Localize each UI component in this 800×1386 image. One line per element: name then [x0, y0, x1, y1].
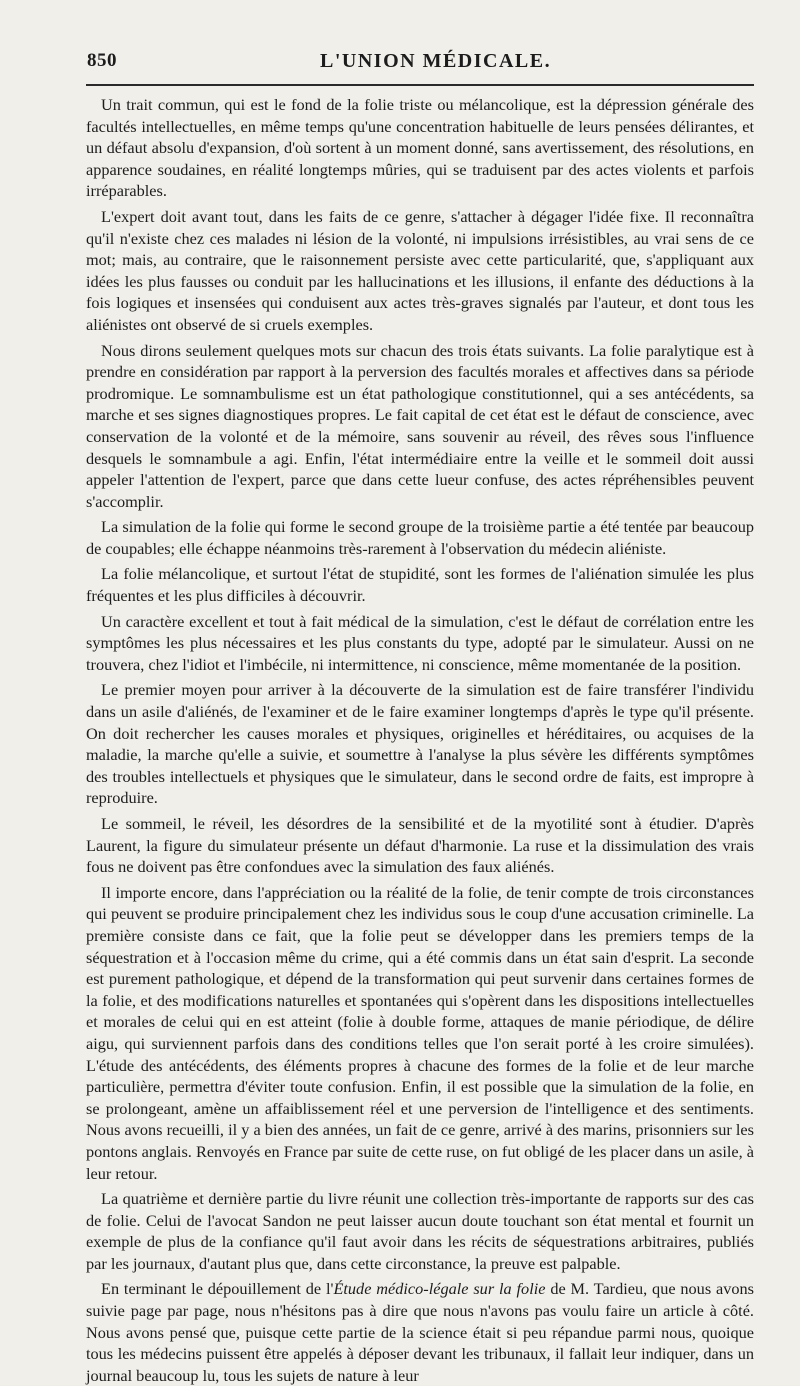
paragraph: La quatrième et dernière partie du livre réunit une collection très-importante de rapports sur des cas de folie. Celui de l'avocat Sandon ne peut laisser aucun doute touchant son état mental et fournit un exemple de plus de la confiance qu'il faut avoir dans les récits de séquestrations arbitraires, publiés par les journaux, d'autant plus que, dans cette circonstance, la preuve est palpable. [86, 1189, 754, 1273]
page-number: 850 [87, 50, 117, 71]
article-body [86, 94, 754, 1386]
paragraph: Un caractère excellent et tout à fait médical de la simulation, c'est le défaut de corrélation entre les symptômes les plus nécessaires et les plus constants du type, adopté par le simulateur. Aussi on ne trouvera, chez l'idiot et l'imbécile, ni intermittence, ni conscience, même momentanée de la position. [86, 611, 754, 674]
paragraph: La folie mélancolique, et surtout l'état de stupidité, sont les formes de l'aliénation simulée les plus fréquentes et les plus difficiles à découvrir. [86, 564, 754, 606]
paragraph: Le premier moyen pour arriver à la découverte de la simulation est de faire transférer l'individu dans un asile d'aliénés, de l'examiner et de le faire examiner longtemps d'après le type qu'il présente. On doit rechercher les causes morales et physiques, originelles et héréditaires, ou acquises de la maladie, la marche qu'elle a suivie, et soumettre à l'analyse la plus sévère les différents symptômes des troubles intellectuels et physiques que le simulateur, dans le second ordre de faits, est impropre à reproduire. [86, 680, 754, 808]
paragraph: L'expert doit avant tout, dans les faits de ce genre, s'attacher à dégager l'idée fixe. Il reconnaîtra qu'il n'existe chez ces malades ni lésion de la volonté, ni impulsions irrésistibles, au vrai sens de ce mot; mais, au contraire, que le raisonnement persiste avec cette particularité, que, s'appliquant aux idées les plus fausses ou conduit par les hallucinations et les illusions, il enfante des déductions à la fois logiques et insensées qui conduisent aux actes très-graves signalés par l'auteur, et dont tous les aliénistes ont observé de si cruels exemples. [86, 206, 754, 334]
paragraph: La simulation de la folie qui forme le second groupe de la troisième partie a été tentée par beaucoup de coupables; elle échappe néanmoins très-rarement à l'observation du médecin aliéniste. [86, 517, 754, 558]
paragraph: Nous dirons seulement quelques mots sur chacun des trois états suivants. La folie paralytique est à prendre en considération par rapport à la perversion des facultés morales et affectives dans sa période prodromique. Le somnambulisme est un état pathologique constitutionnel, qui a ses antécédents, sa marche et ses signes diagnostiques propres. Le fait capital de cet état est le défaut de conscience, avec conservation de la volonté et de la mémoire, sans souvenir au réveil, des rêves sous l'influence desquels le somnambule a agi. Enfin, l'état intermédiaire entre la veille et le sommeil doit aussi appeler l'attention de l'expert, parce que dans cette lueur confuse, des actes répréhensibles peuvent s'accomplir. [86, 340, 754, 511]
paragraph: Un trait commun, qui est le fond de la folie triste ou mélancolique, est la dépression générale des facultés intellectuelles, en même temps qu'une concentration habituelle de leurs pensées délirantes, et un défaut absolu d'expansion, d'où sortent à un moment donné, sans avertissement, des résolutions, en apparence soudaines, en réalité longtemps mûries, qui se traduisent par des actes violents et parfois irréparables. [86, 95, 754, 201]
paragraph-last [86, 1278, 754, 1386]
text-segment: En terminant le dépouillement de l' [101, 1279, 334, 1299]
journal-title: L'UNION MÉDICALE. [320, 50, 552, 72]
text-segment: de M. Tardieu, que nous avons suivie page par page, nous n'hésitons pas à dire que nous n'avons pas voulu faire un article à côté. Nous avons pensé que, puisque cette partie de la science était si peu répandue parmi nous, quoique tous les médecins puissent être appelés à déposer devant les tribunaux, il fallait leur indiquer, dans un journal beaucoup lu, tous les sujets de nature à leur [86, 1279, 754, 1385]
book-title: Étude médico-légale sur la folie [333, 1279, 546, 1299]
header-rule [86, 84, 754, 86]
paragraph: Il importe encore, dans l'appréciation ou la réalité de la folie, de tenir compte de trois circonstances qui peuvent se produire principalement chez les individus sous le coup d'une accusation criminelle. La première consiste dans ce fait, que la folie peut se développer dans les premiers temps de la séquestration et à l'occasion même du crime, qui a été commis dans un état sain d'esprit. La seconde est purement pathologique, et dépend de la transformation qui peut survenir dans certaines formes de la folie, et des modifications naturelles et spontanées qui s'opèrent dans les dispositions intellectuelles et morales de celui qui en est atteint (folie à double forme, attaques de manie périodique, de délire aigu, qui surviennent parfois dans des conditions telles que l'on serait porté à les croire simulées). L'étude des antécédents, des éléments propres à chacune des formes de la folie et de leur marche particulière, permettra d'éviter toute confusion. Enfin, il est possible que la simulation de la folie, en se prolongeant, amène un affaiblissement réel et une perversion de l'intelligence et des sentiments. Nous avons recueilli, il y a bien des années, un fait de ce genre, arrivé à des marins, prisonniers sur les pontons anglais. Renvoyés en France par suite de cette ruse, on fut obligé de les placer dans un asile, à leur retour. [86, 882, 754, 1183]
paragraph: Le sommeil, le réveil, les désordres de la sensibilité et de la myotilité sont à étudier. D'après Laurent, la figure du simulateur présente un défaut d'harmonie. La ruse et la dissimulation des vrais fous ne doivent pas être confondues avec la simulation des faux aliénés. [86, 814, 754, 877]
